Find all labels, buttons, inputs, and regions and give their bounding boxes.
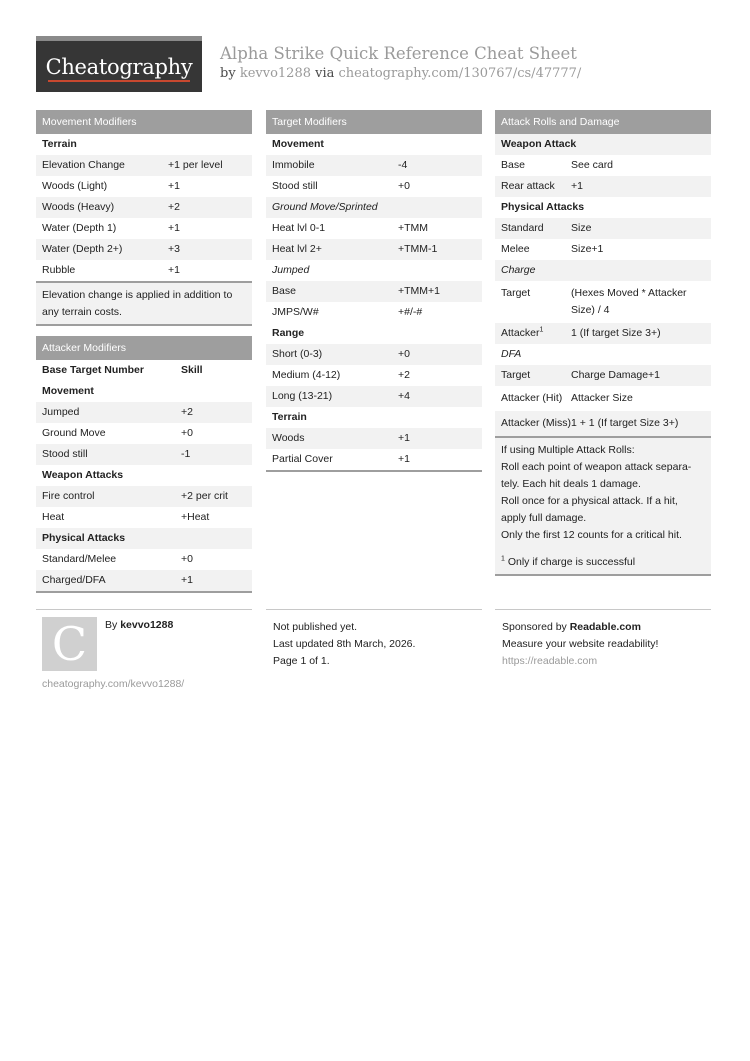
subheading: Terrain <box>42 138 77 150</box>
table-row <box>36 570 252 591</box>
row-key: Heat lvl 0-1 <box>272 222 326 234</box>
row-value: +1 per level <box>168 159 223 171</box>
row-value: +TMM <box>398 222 429 234</box>
block-title: Attack Rolls and Damage <box>495 110 711 134</box>
table-row <box>495 239 711 260</box>
row-key: Rear attack <box>501 180 555 192</box>
table-row <box>495 176 711 197</box>
row-key: Woods (Heavy) <box>42 201 115 213</box>
table-row <box>36 239 252 260</box>
row-value: Size <box>571 222 592 234</box>
note-line: If using Multiple Attack Rolls: <box>501 444 635 456</box>
note-line: Roll once for a physical attack. If a hit, apply full damage. <box>501 495 678 524</box>
row-key <box>501 327 571 340</box>
row-key: Standard/Melee <box>42 553 117 565</box>
table-row <box>495 365 711 386</box>
byline <box>220 66 581 81</box>
subheading: Terrain <box>272 411 307 423</box>
block-note <box>495 436 711 574</box>
table-row <box>266 155 482 176</box>
row-value: -4 <box>398 159 408 171</box>
published-status: Not published yet. <box>273 621 358 633</box>
footer-meta-text <box>273 619 415 670</box>
row-value: Size+1 <box>571 243 604 255</box>
subheading-italic: Jumped <box>272 264 310 276</box>
block-title: Attacker Modifiers <box>36 336 252 360</box>
row-key: Elevation Change <box>42 159 125 171</box>
row-value: (Hexes Moved * Attacker Size) / 4 <box>571 287 687 316</box>
subheading: Weapon Attack <box>495 134 711 155</box>
table-row <box>266 218 482 239</box>
sponsor-link[interactable]: Readable.com <box>569 621 641 633</box>
row-value: +0 <box>398 180 410 192</box>
byline-by: by <box>220 66 236 81</box>
row-key: Heat lvl 2+ <box>272 243 322 255</box>
sheet-url-link[interactable]: cheatography.com/130767/cs/47777/ <box>338 66 582 81</box>
row-key: Attacker (Hit) <box>501 392 563 404</box>
row-key: Base <box>272 285 296 297</box>
table-row <box>495 218 711 239</box>
table-row <box>266 239 482 260</box>
table-row <box>266 365 482 386</box>
attack-rolls-block <box>495 110 711 576</box>
table-row <box>36 486 252 507</box>
sponsor-url-link[interactable]: https://readable.com <box>502 655 598 667</box>
table-row <box>36 507 252 528</box>
target-modifiers-block <box>266 110 482 472</box>
footnote-marker: 1 <box>501 555 505 563</box>
table-header <box>36 360 252 381</box>
author-link[interactable]: kevvo1288 <box>239 66 311 81</box>
header-key: Base Target Number <box>42 364 144 376</box>
table-row <box>495 386 711 411</box>
table-row <box>266 428 482 449</box>
row-value: +1 <box>181 574 193 586</box>
table-row <box>36 549 252 570</box>
subheading: Physical Attacks <box>36 528 252 549</box>
block-title: Movement Modifiers <box>36 110 252 134</box>
row-key: Stood still <box>272 180 318 192</box>
row-value: +1 <box>168 264 180 276</box>
table-row <box>36 218 252 239</box>
row-value: +2 <box>168 201 180 213</box>
row-key: Ground Move <box>42 427 106 439</box>
row-key: Target <box>501 287 531 299</box>
sponsor-line <box>502 619 658 636</box>
note-line: Roll each point of weapon attack separa-tely. Each hit deals 1 damage. <box>501 461 692 490</box>
row-key: Fire control <box>42 490 95 502</box>
footer-sponsor <box>495 609 711 689</box>
row-value: +0 <box>398 348 410 360</box>
footer-sponsor-text <box>502 619 658 670</box>
header-value: Skill <box>181 364 203 376</box>
footer-meta <box>266 609 482 689</box>
row-value: +1 <box>571 180 583 192</box>
block-title: Target Modifiers <box>266 110 482 134</box>
subheading-italic: Charge <box>495 260 711 281</box>
table-row <box>266 386 482 407</box>
row-key: Woods (Light) <box>42 180 108 192</box>
row-value: -1 <box>181 448 191 460</box>
footer-author-link[interactable]: kevvo1288 <box>120 619 174 631</box>
footnote-marker: 1 <box>539 326 544 334</box>
row-value: +Heat <box>181 511 210 523</box>
table-row <box>266 449 482 470</box>
author-profile-link[interactable]: cheatography.com/kevvo1288/ <box>42 678 185 690</box>
row-key: Short (0-3) <box>272 348 323 360</box>
row-value: Charge Damage+1 <box>571 369 661 381</box>
row-value: +#/-# <box>398 306 423 318</box>
note-line: Only the first 12 counts for a critical hit. <box>501 529 682 541</box>
row-value: +1 <box>168 222 180 234</box>
row-key: JMPS/W# <box>272 306 319 318</box>
subheading-italic: Ground Move/Sprinted <box>266 197 482 218</box>
row-key: Attacker (Miss) <box>501 417 572 429</box>
table-row <box>495 411 711 436</box>
table-row <box>266 344 482 365</box>
row-value: +2 per crit <box>181 490 228 502</box>
subheading: Movement <box>42 385 94 397</box>
row-key: Medium (4-12) <box>272 369 341 381</box>
subheading: Movement <box>272 138 324 150</box>
row-value: Attacker Size <box>571 392 633 404</box>
row-key: Water (Depth 1) <box>42 222 117 234</box>
row-value: +0 <box>181 427 193 439</box>
table-row <box>495 155 711 176</box>
table-row <box>36 423 252 444</box>
row-key: Immobile <box>272 159 315 171</box>
column-2 <box>266 110 482 482</box>
logo-underline <box>48 80 191 82</box>
footer-byline <box>105 619 173 631</box>
table-row <box>36 176 252 197</box>
row-value: +TMM-1 <box>398 243 438 255</box>
column-3 <box>495 110 711 586</box>
table-row <box>36 260 252 281</box>
row-value: +3 <box>168 243 180 255</box>
table-row <box>266 281 482 302</box>
table-row <box>266 176 482 197</box>
row-key: Heat <box>42 511 65 523</box>
table-row <box>36 402 252 423</box>
row-key: Jumped <box>42 406 80 418</box>
row-value: +2 <box>398 369 410 381</box>
row-value: +1 <box>398 432 410 444</box>
row-key-text: Attacker <box>501 327 540 339</box>
row-value: 1 (If target Size 3+) <box>571 327 661 339</box>
row-key: Woods <box>272 432 305 444</box>
sponsor-tagline: Measure your website readability! <box>502 638 659 650</box>
footer-by: By <box>105 619 118 631</box>
subheading-italic: DFA <box>501 348 522 360</box>
row-key: Long (13-21) <box>272 390 333 402</box>
movement-modifiers-block <box>36 110 252 326</box>
row-key: Base <box>501 159 525 171</box>
row-value: See card <box>571 159 614 171</box>
table-row <box>36 155 252 176</box>
sponsor-prefix: Sponsored by <box>502 621 567 633</box>
page-number: Page 1 of 1. <box>273 655 330 667</box>
row-value: +1 <box>398 453 410 465</box>
table-row <box>36 444 252 465</box>
column-1 <box>36 110 252 603</box>
table-row <box>266 302 482 323</box>
row-key: Charged/DFA <box>42 574 106 586</box>
row-key: Partial Cover <box>272 453 333 465</box>
attacker-modifiers-block <box>36 336 252 593</box>
row-value: 1 + 1 (If target Size 3+) <box>571 417 679 429</box>
row-key: Water (Depth 2+) <box>42 243 123 255</box>
row-value: +1 <box>168 180 180 192</box>
subheading: Weapon Attacks <box>42 469 124 481</box>
table-row <box>495 281 711 323</box>
footnote-text: Only if charge is successful <box>507 556 636 568</box>
footer-author <box>36 609 252 689</box>
byline-via: via <box>315 66 335 81</box>
footnote <box>501 554 705 571</box>
row-key: Rubble <box>42 264 76 276</box>
row-key: Target <box>501 369 531 381</box>
row-key: Melee <box>501 243 530 255</box>
row-value: +0 <box>181 553 193 565</box>
row-value: +2 <box>181 406 193 418</box>
page-title: Alpha Strike Quick Reference Cheat Sheet <box>220 44 577 63</box>
subheading: Physical Attacks <box>501 201 585 213</box>
logo-text: Cheatography <box>46 55 193 79</box>
table-row <box>36 197 252 218</box>
row-value: +TMM+1 <box>398 285 441 297</box>
row-value: +4 <box>398 390 410 402</box>
table-row <box>495 323 711 344</box>
block-note: Elevation change is applied in addition to any terrain costs. <box>36 281 252 324</box>
row-key: Standard <box>501 222 544 234</box>
subheading: Range <box>272 327 305 339</box>
row-key: Stood still <box>42 448 88 460</box>
last-updated: Last updated 8th March, 2026. <box>273 638 416 650</box>
avatar[interactable]: C <box>42 617 97 671</box>
site-logo[interactable] <box>36 36 202 92</box>
